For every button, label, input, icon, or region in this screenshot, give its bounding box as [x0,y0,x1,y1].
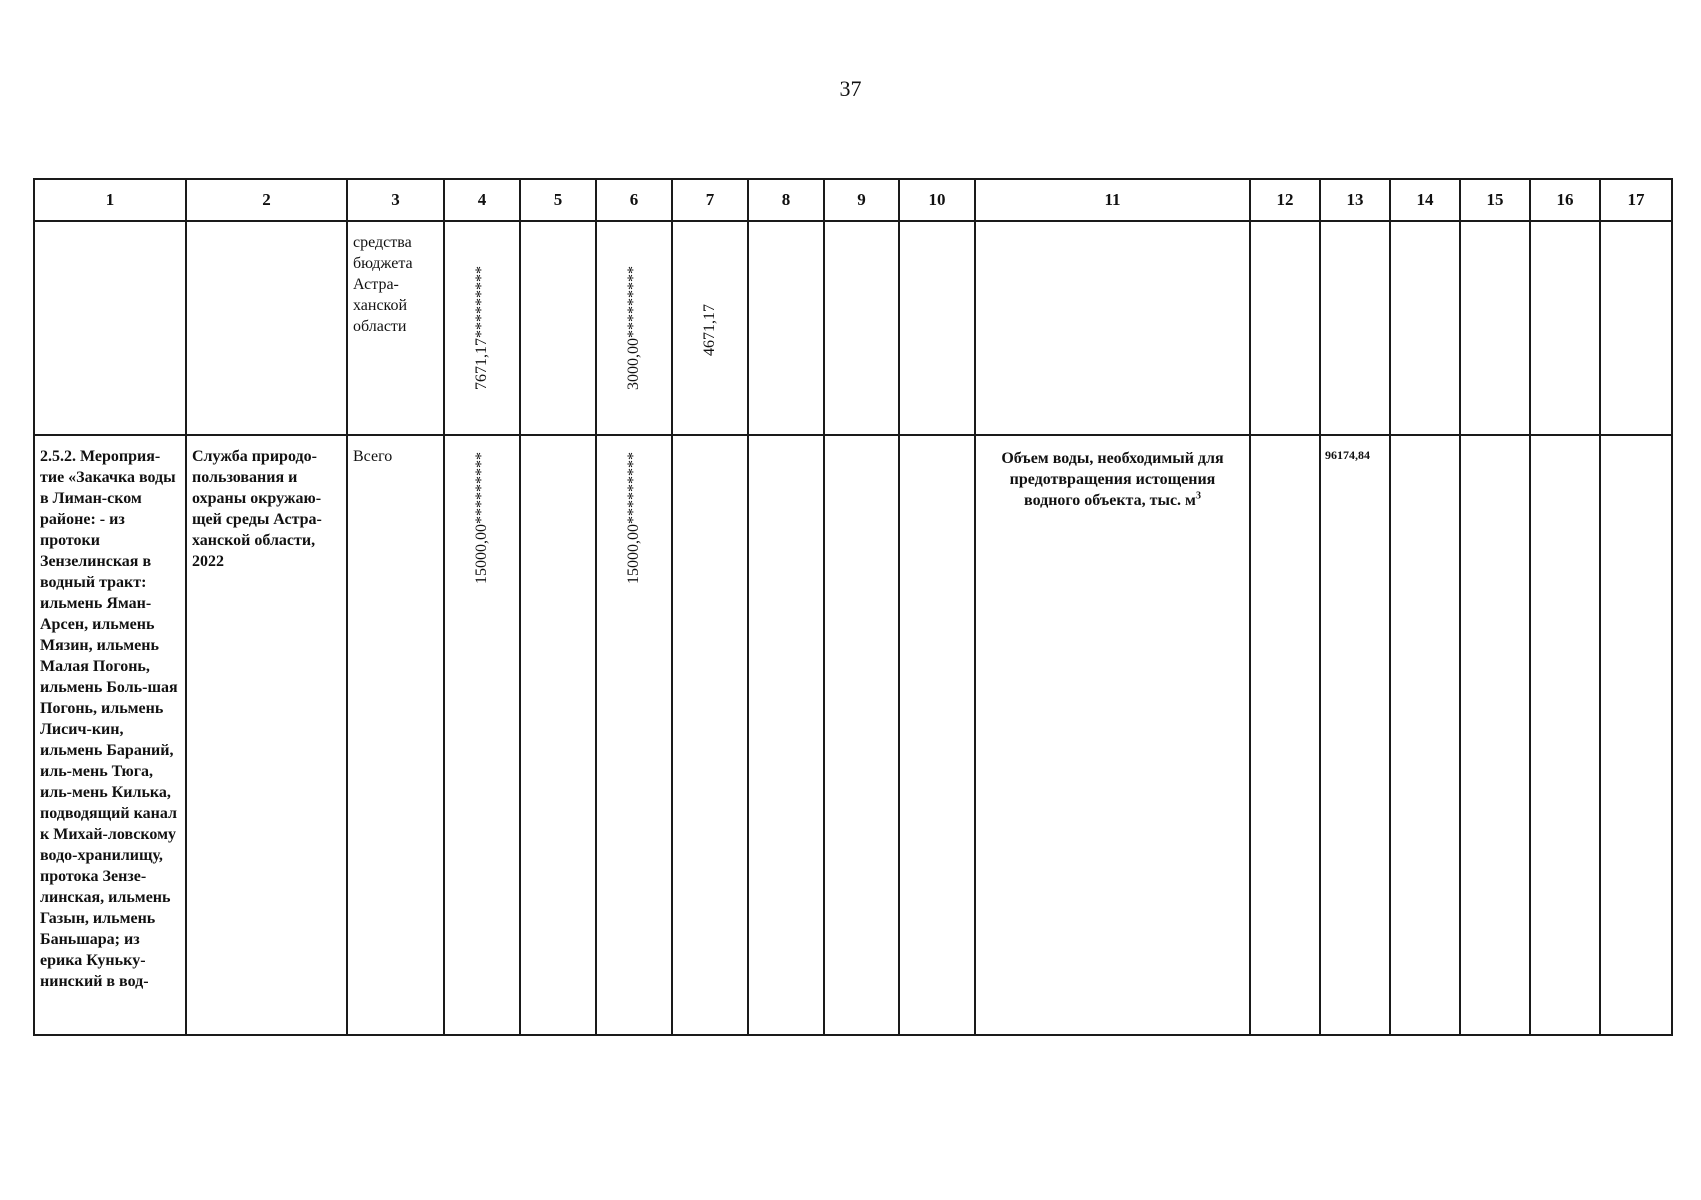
table-cell [1390,435,1460,1035]
amount-col6: 3000,00********* [625,266,642,390]
table-cell [824,435,899,1035]
table-cell [1460,435,1530,1035]
table-cell [1600,221,1672,435]
header-cell: 12 [1250,179,1320,221]
table-cell [1320,435,1390,1035]
amount-total: 7671,17********* [473,266,490,390]
amount-col6: 15000,00********* [625,452,642,584]
header-cell: 8 [748,179,824,221]
table-cell [34,221,186,435]
header-cell: 2 [186,179,347,221]
header-cell: 5 [520,179,596,221]
table-cell [34,435,186,1035]
table-cell [444,435,520,1035]
table-cell [347,435,444,1035]
header-cell: 11 [975,179,1250,221]
indicator-value: 96174,84 [1325,448,1370,462]
header-cell: 9 [824,179,899,221]
table-cell [1320,221,1390,435]
header-row [34,179,1672,221]
table-cell [596,221,672,435]
amount-col7: 4671,17 [701,304,718,356]
activity-description: 2.5.2. Мероприя-тие «Закачка воды в Лиман-ском районе: - из протоки Зензелинская в водный тракт: ильмень Яман-Арсен, ильмень Мязин, ильмень Малая Погонь, ильмень Боль-шая Погонь, ильмень Лисич-кин, ильмень Бараний, иль-мень Тюга, иль-мень Килька, подводящий канал к Михай-ловскому водо-хранилищу, протока Зензе-линская, ильмень Газын, ильмень Баньшара; из ерика Кунькy-нинский в вод- [40,448,178,990]
table-cell [520,435,596,1035]
program-table [33,178,1673,1036]
table-cell [824,221,899,435]
indicator-text: Объем воды, необходимый для предотвращения истощения водного объекта, тыс. м [1001,450,1224,509]
table-row [34,435,1672,1035]
table-cell [444,221,520,435]
header-cell: 7 [672,179,748,221]
page-number: 37 [839,76,862,101]
header-cell: 6 [596,179,672,221]
table-cell [186,221,347,435]
table-cell [1250,435,1320,1035]
header-cell: 13 [1320,179,1390,221]
header-cell: 17 [1600,179,1672,221]
table-cell [899,221,975,435]
table-cell [596,435,672,1035]
table-cell [520,221,596,435]
header-cell: 16 [1530,179,1600,221]
amount-total: 15000,00********* [473,452,490,584]
table-cell [347,221,444,435]
header-cell: 15 [1460,179,1530,221]
table-cell [975,435,1250,1035]
table-cell [672,435,748,1035]
table-cell [1530,435,1600,1035]
table-cell [1600,435,1672,1035]
table-cell [672,221,748,435]
indicator-description [976,436,1249,511]
funding-source-text: средства бюджета Астра-ханской области [353,234,413,335]
header-cell: 4 [444,179,520,221]
indicator-unit-exponent: 3 [1195,490,1201,502]
table-row [34,221,1672,435]
table-cell [748,435,824,1035]
table-cell [1390,221,1460,435]
header-cell: 1 [34,179,186,221]
header-cell: 3 [347,179,444,221]
table-cell [899,435,975,1035]
table-cell [748,221,824,435]
header-cell: 14 [1390,179,1460,221]
table-cell [1460,221,1530,435]
table-cell [1530,221,1600,435]
responsible-executor: Служба природо-пользования и охраны окружаю-щей среды Астра-ханской области, 2022 [192,448,322,570]
table-cell [186,435,347,1035]
table-cell [1250,221,1320,435]
table-cell [975,221,1250,435]
funding-source-text: Всего [353,448,393,465]
header-cell: 10 [899,179,975,221]
